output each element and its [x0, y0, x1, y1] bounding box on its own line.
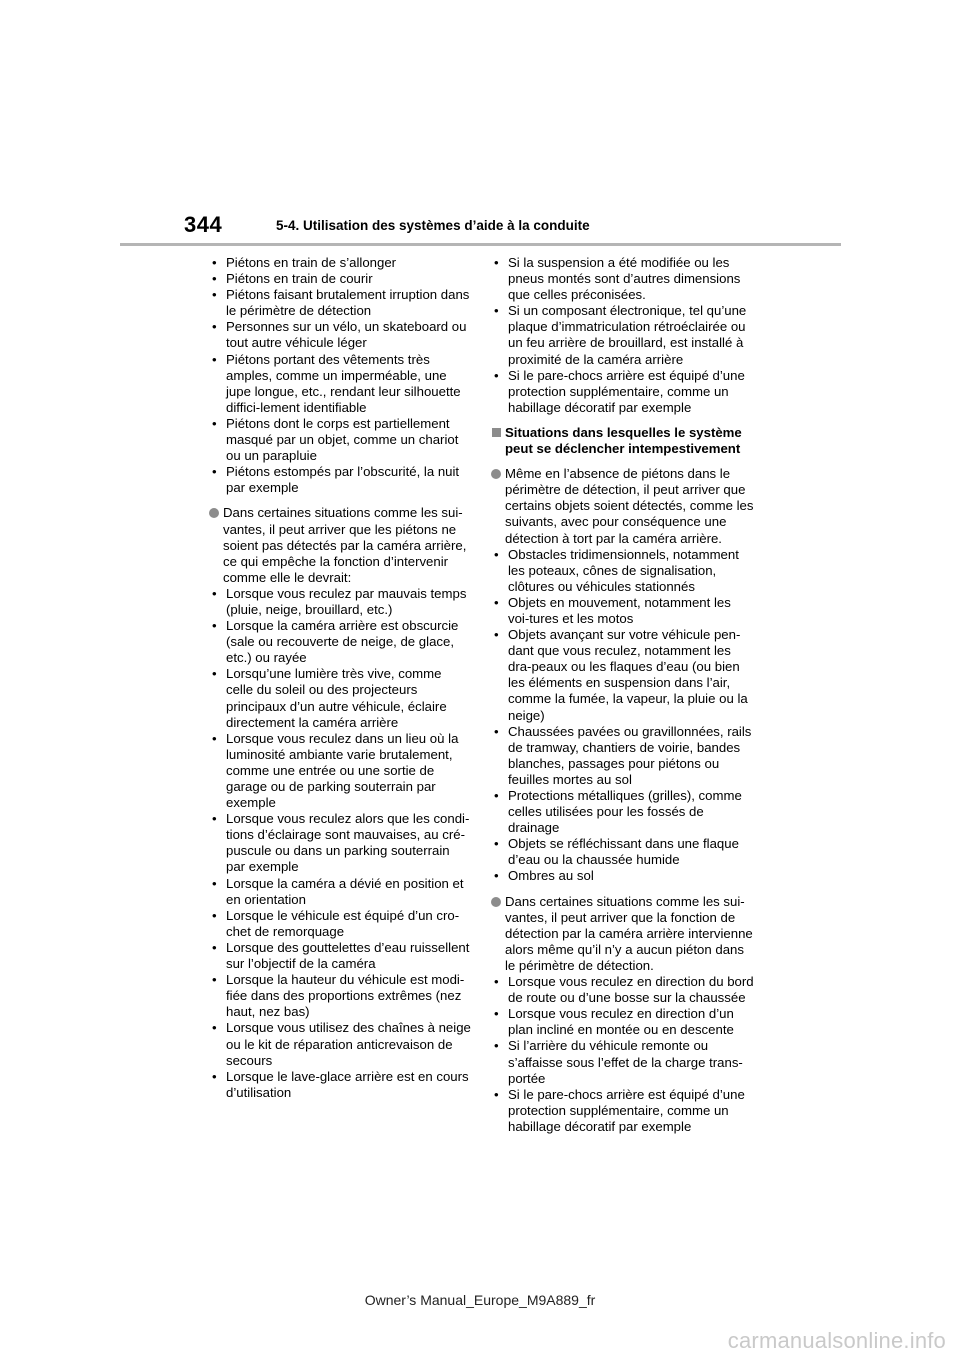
list-item: • Si la suspension a été modifiée ou les pneus montés sont d’autres dimensions que celles préconisées. — [492, 255, 754, 303]
square-bullet-icon — [492, 428, 501, 437]
subheading — [492, 425, 754, 457]
list-item: • Personnes sur un vélo, un skateboard ou tout autre véhicule léger — [210, 319, 472, 351]
list-item: • Si le pare-chocs arrière est équipé d’une protection supplémentaire, comme un habillage décoratif par exemple — [492, 368, 754, 416]
footer-manual-id: Owner’s Manual_Europe_M9A889_fr — [364, 1292, 596, 1308]
paragraph-text: Dans certaines situations comme les sui-vantes, il peut arriver que les piétons ne soient pas détectés par la caméra arrière, ce qui empêche la fonction d’intervenir comme elle le devrait: — [223, 505, 467, 585]
list-item: • Piétons en train de courir — [210, 271, 472, 287]
list-item: • Piétons dont le corps est partiellement masqué par un objet, comme un chariot ou un parapluie — [210, 416, 472, 464]
list-item: • Lorsque des gouttelettes d’eau ruissellent sur l’objectif de la caméra — [210, 940, 472, 972]
list-item: • Objets en mouvement, notamment les voi-tures et les motos — [492, 595, 754, 627]
list-item: • Lorsque vous reculez en direction du bord de route ou d’une bosse sur la chaussée — [492, 974, 754, 1006]
list-item: • Lorsque vous reculez en direction d’un plan incliné en montée ou en descente — [492, 1006, 754, 1038]
paragraph-text: Même en l’absence de piétons dans le périmètre de détection, il peut arriver que certains objets soient détectés, comme les suivants, avec pour conséquence une détection à tort par la caméra arrière. — [505, 466, 754, 546]
list-item: • Lorsque la caméra a dévié en position et en orientation — [210, 876, 472, 908]
right-column — [492, 255, 754, 1135]
circle-bullet-icon — [491, 897, 501, 907]
list-item: • Ombres au sol — [492, 868, 754, 884]
subheading-text: Situations dans lesquelles le système peut se déclencher intempestivement — [505, 424, 742, 457]
false-activation-conditions-list — [492, 974, 754, 1135]
circle-bullet-icon — [491, 469, 501, 479]
list-item: • Si un composant électronique, tel qu’une plaque d’immatriculation rétroéclairée ou un feu arrière de brouillard, est installé à proximité de la caméra arrière — [492, 303, 754, 367]
list-item: • Lorsque le véhicule est équipé d’un cro-chet de remorquage — [210, 908, 472, 940]
list-item: • Objets avançant sur votre véhicule pen-dant que vous reculez, notamment les dra-peaux ou les flaques d’eau (ou bien les éléments en suspension dans l’air, comme la fumée, la vapeur, la pluie ou la neige) — [492, 627, 754, 724]
list-item: • Lorsque le lave-glace arrière est en cours d’utilisation — [210, 1069, 472, 1101]
list-item: • Si l’arrière du véhicule remonte ou s’affaisse sous l’effet de la charge trans-portée — [492, 1038, 754, 1086]
page-number: 344 — [184, 212, 223, 237]
watermark: carmanualsonline.info — [727, 1328, 946, 1353]
circle-paragraph — [492, 894, 754, 974]
list-item: • Piétons estompés par l’obscurité, la nuit par exemple — [210, 464, 472, 496]
list-item: • Lorsque vous reculez dans un lieu où la luminosité ambiante varie brutalement, comme une entrée ou une sortie de garage ou de parking souterrain par exemple — [210, 731, 472, 811]
list-item: • Piétons portant des vêtements très amples, comme un imperméable, une jupe longue, etc., rendant leur silhouette diffici-lement identifiable — [210, 352, 472, 416]
circle-bullet-icon — [209, 508, 219, 518]
page-header — [0, 0, 960, 250]
vehicle-modification-list — [492, 255, 754, 416]
list-item: • Si le pare-chocs arrière est équipé d’une protection supplémentaire, comme un habillage décoratif par exemple — [492, 1087, 754, 1135]
header-divider — [120, 243, 841, 246]
non-detection-conditions-list — [210, 586, 472, 1101]
list-item: • Objets se réfléchissant dans une flaque d’eau ou la chaussée humide — [492, 836, 754, 868]
list-item: • Lorsque la hauteur du véhicule est modi-fiée dans des proportions extrêmes (nez haut, nez bas) — [210, 972, 472, 1020]
left-column — [210, 255, 472, 1101]
list-item: • Obstacles tridimensionnels, notamment les poteaux, cônes de signalisation, clôtures ou véhicules stationnés — [492, 547, 754, 595]
list-item: • Protections métalliques (grilles), comme celles utilisées pour les fossés de drainage — [492, 788, 754, 836]
paragraph-text: Dans certaines situations comme les sui-vantes, il peut arriver que la fonction de détection par la caméra arrière intervienne alors même qu’il n’y a aucun piéton dans le périmètre de détection. — [505, 893, 753, 973]
false-detection-objects-list — [492, 547, 754, 885]
section-title: 5-4. Utilisation des systèmes d’aide à la conduite — [276, 218, 590, 233]
list-item: • Piétons faisant brutalement irruption dans le périmètre de détection — [210, 287, 472, 319]
pedestrian-type-list — [210, 255, 472, 496]
circle-paragraph — [210, 505, 472, 585]
circle-paragraph — [492, 466, 754, 546]
list-item: • Lorsque vous reculez par mauvais temps (pluie, neige, brouillard, etc.) — [210, 586, 472, 618]
list-item: • Lorsqu’une lumière très vive, comme celle du soleil ou des projecteurs principaux d’un autre véhicule, éclaire directement la caméra arrière — [210, 666, 472, 730]
list-item: • Lorsque vous reculez alors que les condi-tions d’éclairage sont mauvaises, au cré-puscule ou dans un parking souterrain par exemple — [210, 811, 472, 875]
list-item: • Chaussées pavées ou gravillonnées, rails de tramway, chantiers de voirie, bandes blanches, passages pour piétons ou feuilles mortes au sol — [492, 724, 754, 788]
list-item: • Lorsque vous utilisez des chaînes à neige ou le kit de réparation anticrevaison de secours — [210, 1020, 472, 1068]
list-item: • Piétons en train de s’allonger — [210, 255, 472, 271]
list-item: • Lorsque la caméra arrière est obscurcie (sale ou recouverte de neige, de glace, etc.) ou rayée — [210, 618, 472, 666]
